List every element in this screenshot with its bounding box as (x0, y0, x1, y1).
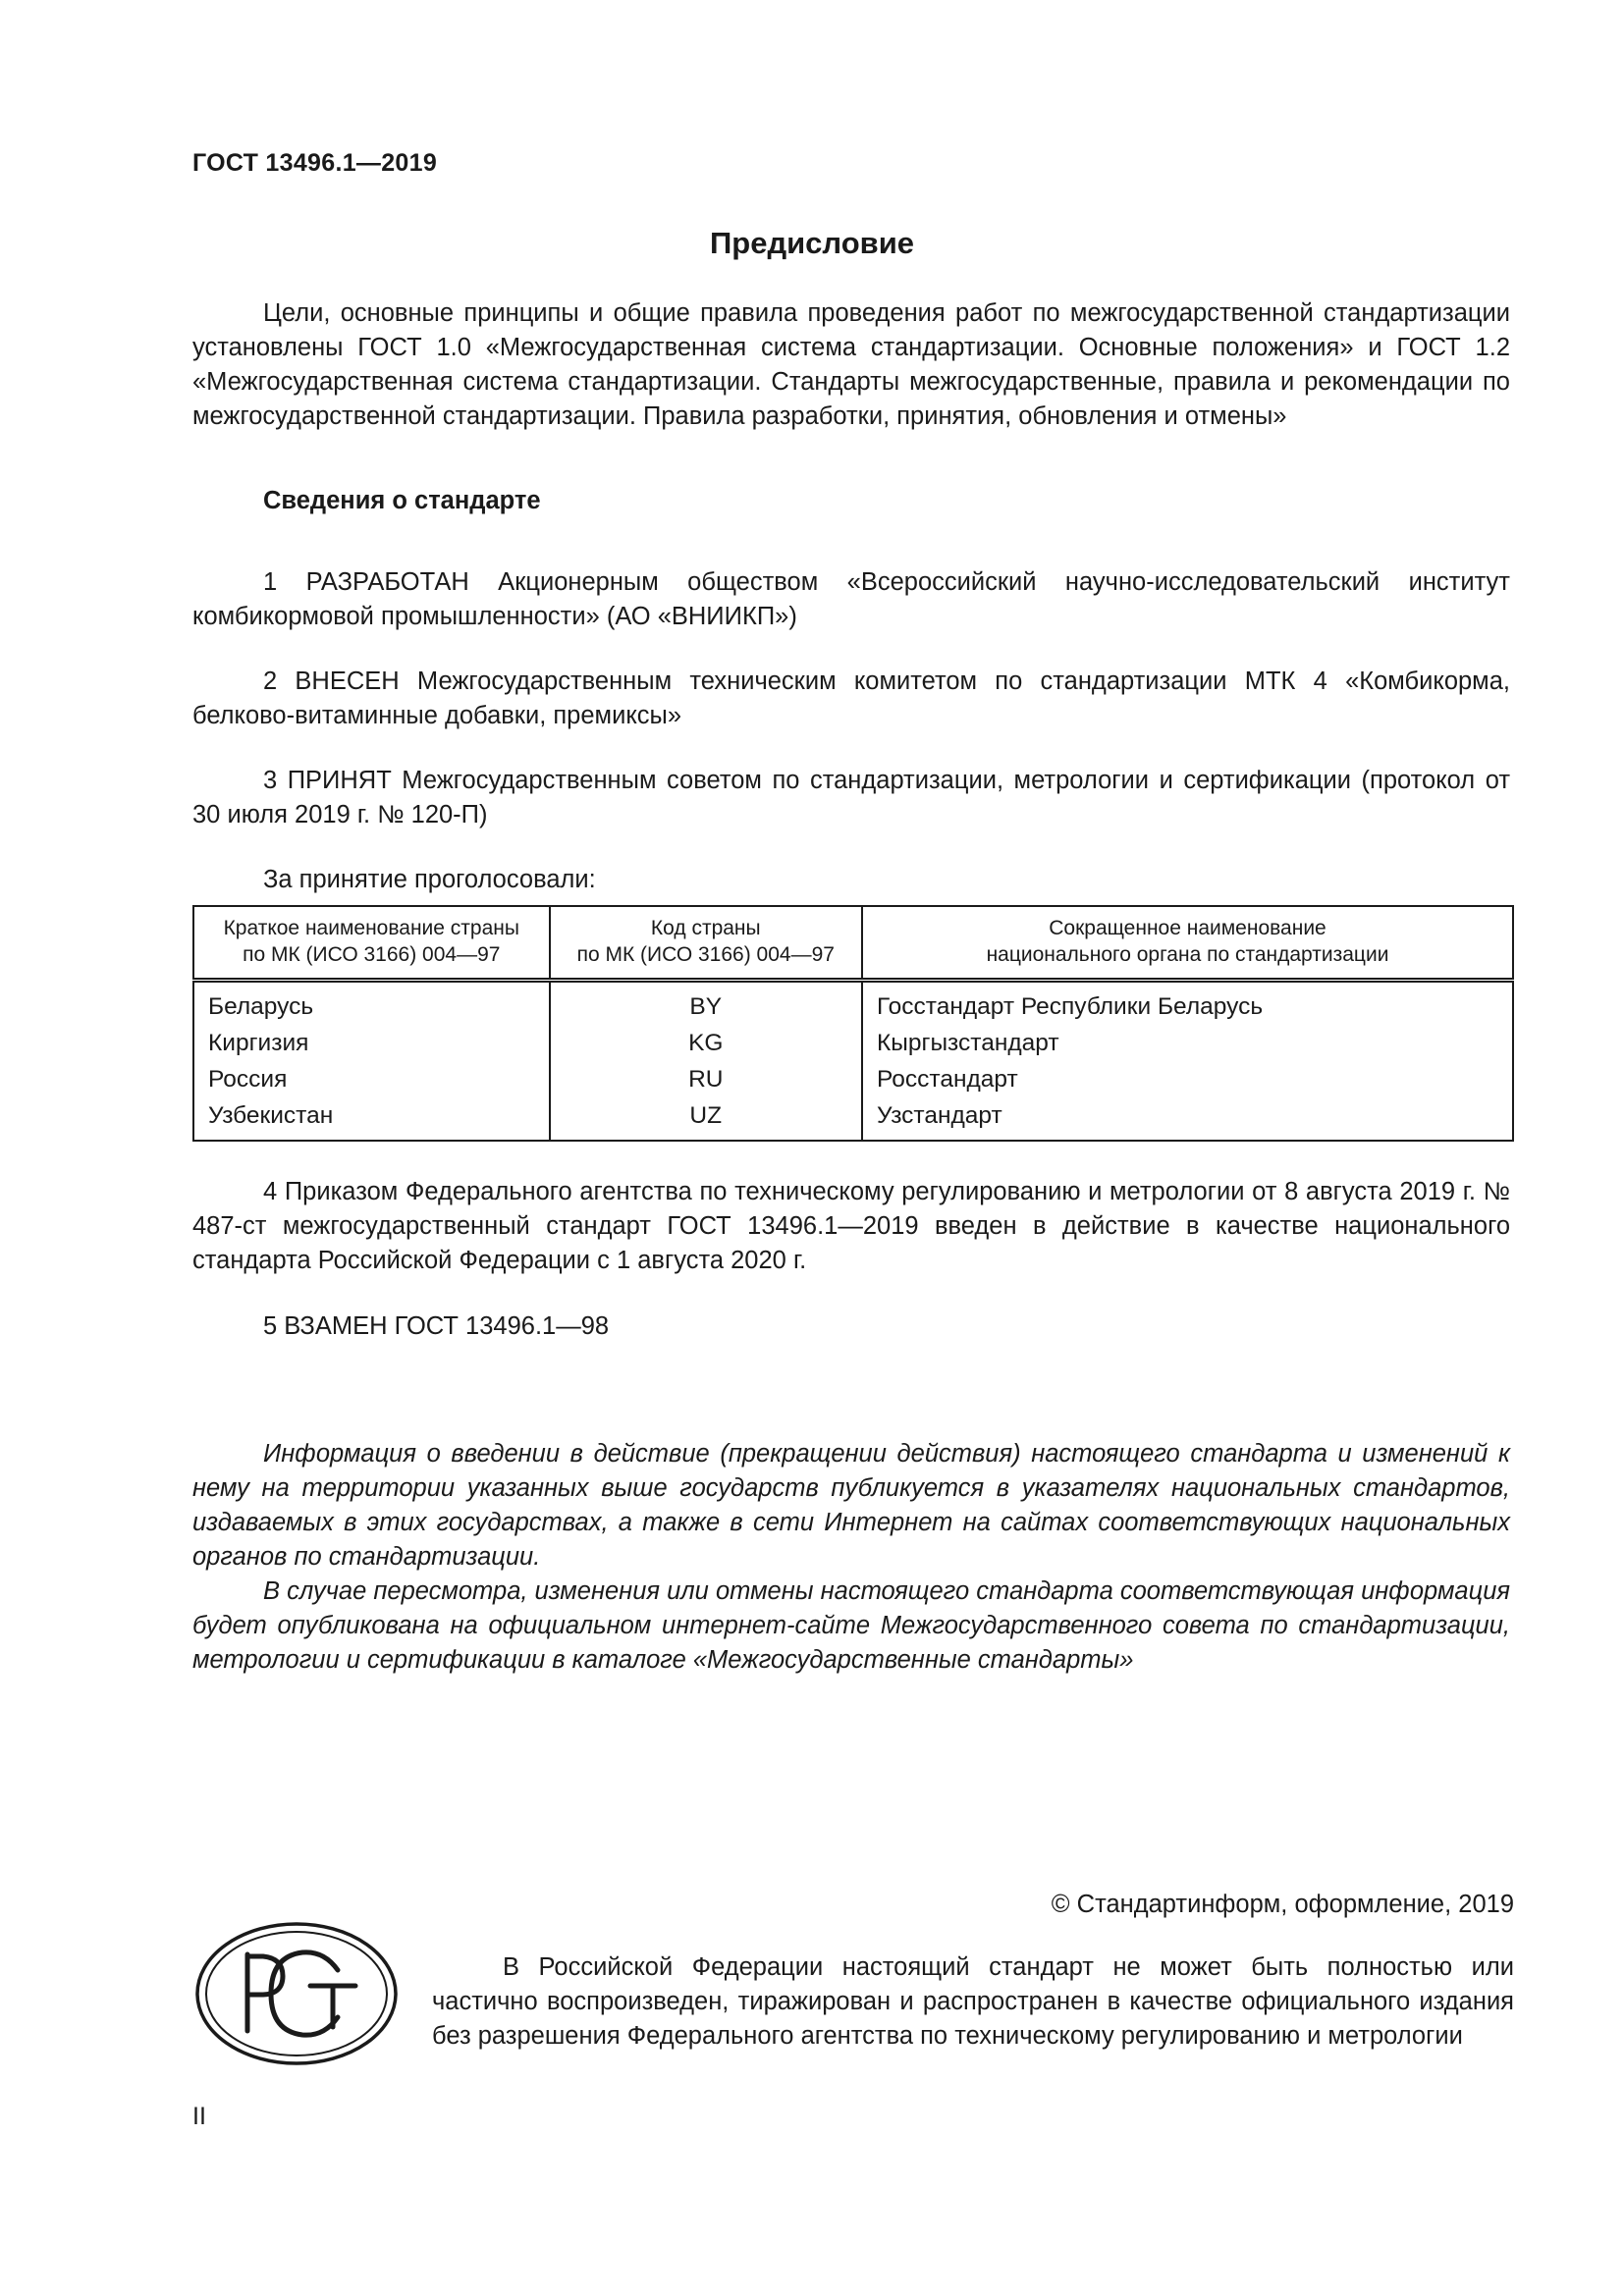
table-row (193, 1025, 1513, 1061)
cell-country: Россия (193, 1061, 550, 1097)
cell-body: Кыргызстандарт (862, 1025, 1513, 1061)
cell-body: Узстандарт (862, 1097, 1513, 1141)
copyright-line: © Стандартинформ, оформление, 2019 (1051, 1891, 1514, 1918)
item-developed-by: 1 РАЗРАБОТАН Акционерным обществом «Всероссийский научно-исследовательский институт комбикормовой промышленности» (АО «ВНИИКП») (192, 568, 1510, 630)
header-line: национального органа по стандартизации (986, 943, 1389, 966)
cell-body: Госстандарт Республики Беларусь (862, 981, 1513, 1026)
table-row (193, 1097, 1513, 1141)
reproduction-notice: В Российской Федерации настоящий стандарт не может быть полностью или частично воспроизведен, тиражирован и распространен в качестве официального издания без разрешения Федерального агентства по техническому регулированию и метрологии (432, 1953, 1514, 2050)
cell-code: UZ (550, 1097, 862, 1141)
cell-country: Узбекистан (193, 1097, 550, 1141)
rst-certification-mark-icon (194, 1921, 399, 2066)
table-header-row (193, 906, 1513, 981)
voting-countries-table (192, 905, 1514, 1142)
header-country-name (193, 906, 550, 981)
intro-paragraph: Цели, основные принципы и общие правила проведения работ по межгосударственной стандартизации установлены ГОСТ 1.0 «Межгосударственная система стандартизации. Основные положения» и ГОСТ 1.2 «Межгосударственная система стандартизации. Стандарты межгосударственные, правила и рекомендации по межгосударственной стандартизации. Правила разработки, принятия, обновления и отмены» (192, 299, 1510, 430)
cell-code: RU (550, 1061, 862, 1097)
cell-country: Беларусь (193, 981, 550, 1026)
info-paragraph-publication: Информация о введении в действие (прекращении действия) настоящего стандарта и изменений к нему на территории указанных выше государств публикуется в указателях национальных стандартов, издаваемых в этих государствах, а также в сети Интернет на сайтах соответствующих национальных органов по стандартизации. (192, 1440, 1510, 1571)
table-row (193, 1061, 1513, 1097)
item-submitted-by: 2 ВНЕСЕН Межгосударственным техническим комитетом по стандартизации МТК 4 «Комбикорма, белково-витаминные добавки, премиксы» (192, 667, 1510, 729)
page-title: Предисловие (709, 226, 914, 260)
header-national-body (862, 906, 1513, 981)
item-adopted-by: 3 ПРИНЯТ Межгосударственным советом по стандартизации, метрологии и сертификации (протокол от 30 июля 2019 г. № 120-П) (192, 767, 1510, 828)
cell-code: BY (550, 981, 862, 1026)
item-enacted-by-order: 4 Приказом Федерального агентства по техническому регулированию и метрологии от 8 августа 2019 г. № 487-ст межгосударственный стандарт ГОСТ 13496.1—2019 введен в действие в качестве национального стандарта Российской Федерации с 1 августа 2020 г. (192, 1178, 1510, 1274)
header-line: Сокращенное наименование (1049, 917, 1326, 939)
header-country-code (550, 906, 862, 981)
header-line: по МК (ИСО 3166) 004—97 (576, 943, 835, 966)
cell-country: Киргизия (193, 1025, 550, 1061)
item-replaces: 5 ВЗАМЕН ГОСТ 13496.1—98 (263, 1312, 610, 1340)
header-line: Код страны (650, 917, 761, 939)
table-row (193, 981, 1513, 1026)
vote-caption: За принятие проголосовали: (263, 866, 596, 893)
logo-lettering: РСТ (194, 1921, 196, 1922)
page-number: II (192, 2103, 206, 2130)
document-code-header: ГОСТ 13496.1—2019 (192, 149, 438, 177)
header-line: Краткое наименование страны (223, 917, 519, 939)
info-paragraph-revision: В случае пересмотра, изменения или отмены настоящего стандарта соответствующая информация будет опубликована на официальном интернет-сайте Межгосударственного совета по стандартизации, метрологии и сертификации в каталоге «Межгосударственные стандарты» (192, 1577, 1510, 1674)
cell-body: Росстандарт (862, 1061, 1513, 1097)
cell-code: KG (550, 1025, 862, 1061)
header-line: по МК (ИСО 3166) 004—97 (243, 943, 501, 966)
section-heading: Сведения о стандарте (263, 487, 541, 514)
